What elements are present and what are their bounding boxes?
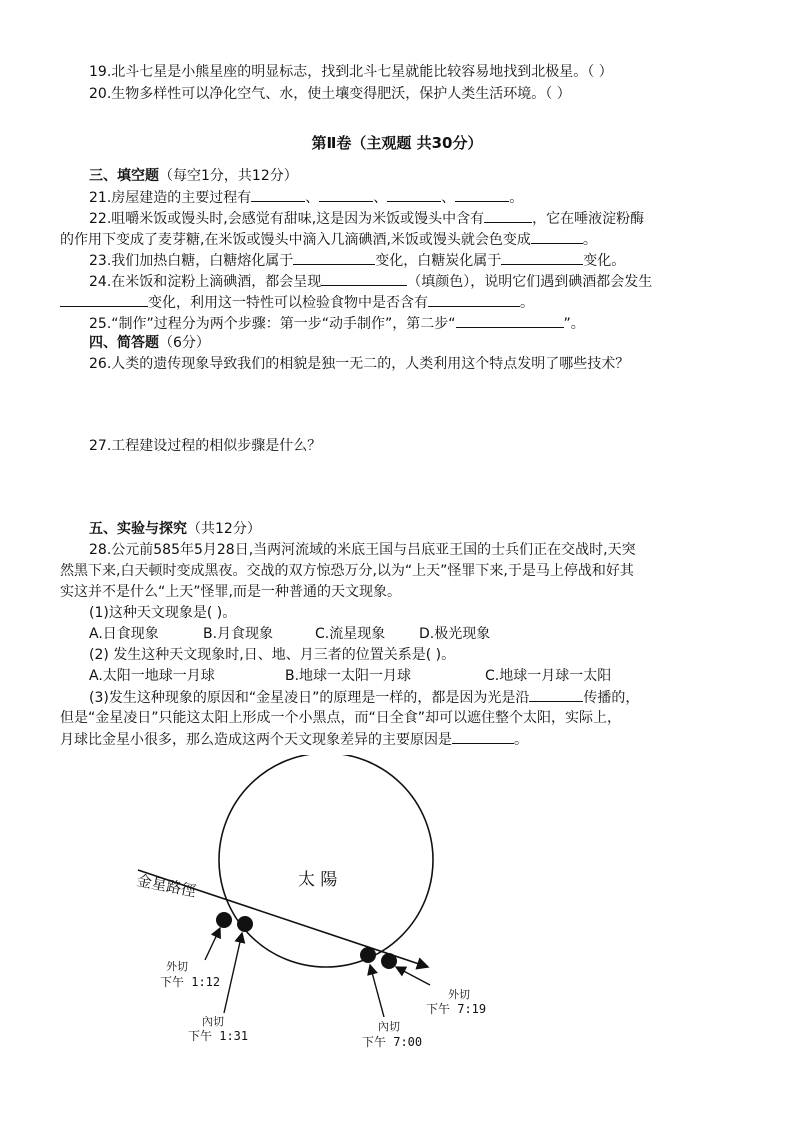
question-20: 20.生物多样性可以净化空气、水，使土壤变得肥沃，保护人类生活环境。（ ） [89, 86, 571, 102]
venus-transit-diagram [130, 755, 510, 1055]
q28-1-option-a[interactable]: A.日食现象 [89, 626, 159, 642]
section-5-title: 五、实验与探究 [89, 521, 187, 537]
q25-blank-1[interactable] [456, 313, 564, 328]
q23-blank-2[interactable] [501, 250, 583, 265]
venus-dot-2 [237, 916, 253, 932]
q28-2-option-a[interactable]: A.太阳一地球一月球 [89, 668, 215, 684]
q25-text-2: ”。 [563, 316, 585, 332]
question-22-line-2 [60, 229, 597, 250]
section-5-heading [89, 519, 261, 539]
q21-sep-1: 、 [305, 190, 320, 206]
q21-sep-3: 、 [441, 190, 456, 206]
contact-2-label: 內切 [202, 1015, 224, 1028]
section-5-note: （共12分） [187, 521, 261, 537]
q28-3-blank-2[interactable] [452, 729, 514, 744]
q21-blank-2[interactable] [319, 187, 373, 202]
venus-dot-3 [360, 947, 376, 963]
q21-blank-1[interactable] [251, 187, 305, 202]
q28-sub-3-line-3 [60, 729, 528, 750]
venus-path-label: 金星路徑 [135, 871, 198, 901]
q28-3-text-1: (3)发生这种现象的原因和“金星凌日”的原理是一样的，都是因为光是沿 [89, 690, 530, 706]
q21-blank-3[interactable] [387, 187, 441, 202]
q21-blank-4[interactable] [455, 187, 509, 202]
q28-sub-1: (1)这种天文现象是( )。 [89, 605, 237, 621]
question-24-line-1 [89, 271, 652, 292]
contact-3-time: 下午 7:00 [362, 1035, 423, 1049]
question-21 [89, 187, 523, 208]
q28-1-option-c[interactable]: C.流星现象 [315, 626, 386, 642]
section-4-note: （6分） [159, 335, 210, 351]
q21-end: 。 [509, 190, 524, 206]
question-19: 19.北斗七星是小熊星座的明显标志，找到北斗七星就能比较容易地找到北极星。（ ） [89, 64, 613, 80]
contact-2-time: 下午 1:31 [188, 1029, 249, 1043]
q24-blank-2[interactable] [60, 292, 148, 307]
q22-blank-1[interactable] [484, 208, 532, 223]
q28-3-blank-1[interactable] [529, 687, 583, 702]
contact-1-label: 外切 [166, 960, 188, 973]
contact-4-time: 下午 7:19 [426, 1002, 487, 1016]
q22-text-1: 22.咀嚼米饭或馒头时,会感觉有甜味,这是因为米饭或馒头中含有 [89, 211, 485, 227]
contact-arrow-2 [224, 933, 242, 1013]
q28-2-option-b[interactable]: B.地球一太阳一月球 [285, 668, 412, 684]
section-4-title: 四、简答题 [89, 335, 159, 351]
q24-blank-3[interactable] [428, 292, 520, 307]
q28-sub-3-line-1 [89, 687, 639, 708]
sun-label: 太 陽 [298, 870, 338, 890]
question-25 [89, 313, 585, 334]
q24-text-3: 变化，利用这一特性可以检验食物中是否含有 [148, 295, 428, 311]
q21-sep-2: 、 [373, 190, 388, 206]
section-3-title: 三、填空题 [89, 168, 159, 184]
q24-blank-1[interactable] [321, 271, 407, 286]
q23-text-3: 变化。 [583, 253, 626, 269]
q22-text-3: 的作用下变成了麦芽糖,在米饭或馒头中滴入几滴碘酒,米饭或馒头就会色变成 [60, 232, 531, 248]
q24-text-4: 。 [520, 295, 534, 311]
venus-dot-4 [381, 953, 397, 969]
q28-3-text-2: 传播的， [583, 690, 640, 706]
question-28-line-1: 28.公元前585年5月28日,当两河流域的米底王国与吕底亚王国的士兵们正在交战时,天突 [89, 542, 636, 558]
contact-arrow-4 [396, 967, 430, 985]
question-27: 27.工程建设过程的相似步骤是什么？ [89, 438, 322, 454]
q21-text: 21.房屋建造的主要过程有 [89, 190, 252, 206]
question-23 [89, 250, 625, 271]
contact-1-time: 下午 1:12 [160, 975, 221, 989]
section-4-heading [89, 333, 210, 353]
contact-arrow-1 [205, 928, 220, 960]
q22-text-2: ，它在唾液淀粉酶 [532, 211, 645, 227]
q28-sub-2: (2) 发生这种天文现象时,日、地、月三者的位置关系是( )。 [89, 647, 456, 663]
venus-dot-1 [216, 912, 232, 928]
question-24-line-2 [60, 292, 534, 313]
part-ii-title: 第Ⅱ卷（主观题 共30分） [311, 134, 483, 152]
section-3-heading [89, 166, 298, 186]
question-22-line-1 [89, 208, 644, 229]
q23-text-1: 23.我们加热白糖，白糖熔化属于 [89, 253, 294, 269]
q25-text-1: 25.“制作”过程分为两个步骤：第一步“动手制作”，第二步“ [89, 316, 456, 332]
question-26: 26.人类的遗传现象导致我们的相貌是独一无二的，人类利用这个特点发明了哪些技术？ [89, 356, 630, 372]
contact-4-label: 外切 [448, 988, 470, 1001]
q24-text-1: 24.在米饭和淀粉上滴碘酒，都会呈现 [89, 274, 322, 290]
q28-3-text-3: 月球比金星小很多，那么造成这两个天文现象差异的主要原因是 [60, 732, 452, 748]
q28-1-option-d[interactable]: D.极光现象 [419, 626, 491, 642]
q24-text-2: （填颜色），说明它们遇到碘酒都会发生 [407, 274, 653, 290]
contact-arrow-3 [370, 965, 384, 1017]
q28-1-option-b[interactable]: B.月食现象 [203, 626, 274, 642]
contact-3-label: 內切 [378, 1020, 400, 1033]
sun-disc [219, 755, 433, 967]
q28-3-text-4: 。 [514, 732, 528, 748]
question-28-line-3: 实这并不是什么“上天”怪罪,而是一种普通的天文现象。 [60, 584, 401, 600]
question-28-line-2: 然黑下来,白天顿时变成黑夜。交战的双方惊恐万分,以为“上天”怪罪下来,于是马上停战和好其 [60, 563, 634, 579]
q22-text-4: 。 [582, 232, 597, 248]
q28-sub-3-line-2: 但是“金星凌日”只能这太阳上形成一个小黑点，而“日全食”却可以遮住整个太阳，实际上， [60, 710, 622, 726]
q22-blank-2[interactable] [531, 229, 583, 244]
q28-2-option-c[interactable]: C.地球一月球一太阳 [485, 668, 612, 684]
q23-text-2: 变化，白糖炭化属于 [375, 253, 502, 269]
q23-blank-1[interactable] [293, 250, 375, 265]
section-3-note: （每空1分，共12分） [159, 168, 298, 184]
